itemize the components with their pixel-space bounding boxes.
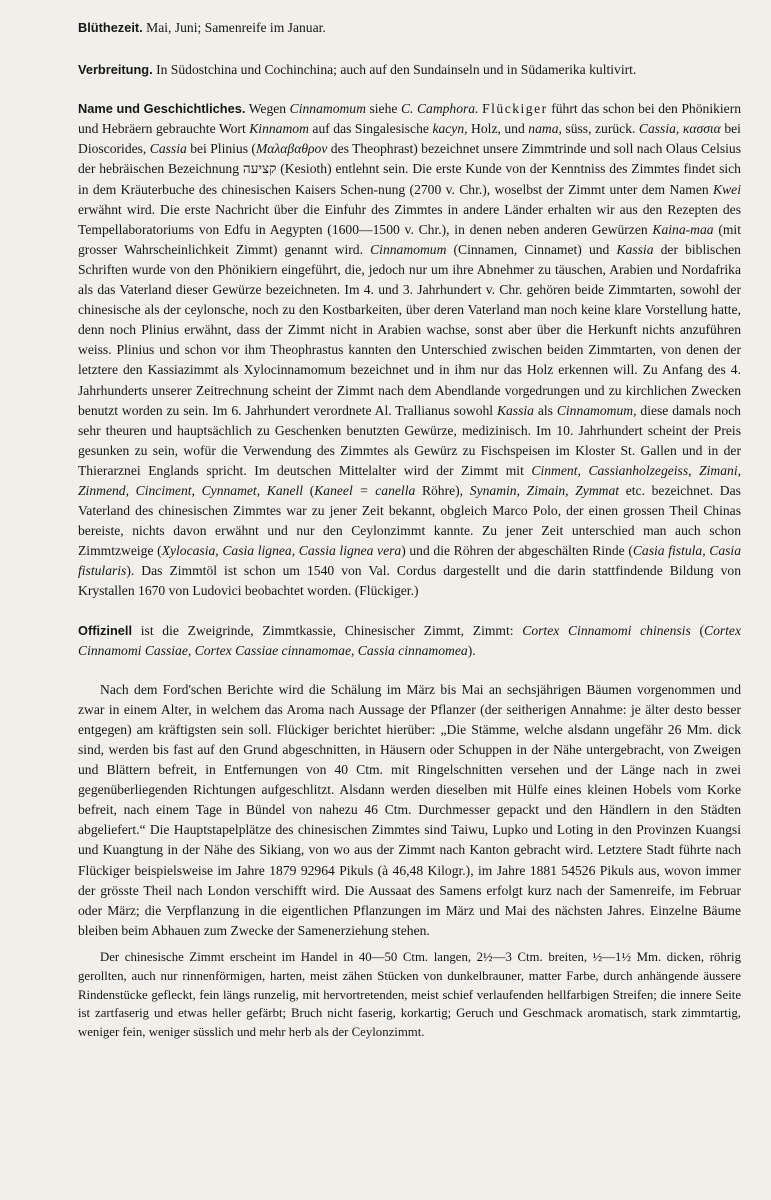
italic-term: Cassia [149, 141, 187, 157]
italic-term: Kwei [713, 181, 741, 197]
greek-term: Μαλαβαθρον [255, 141, 328, 157]
italic-term: Kinnamom [249, 121, 309, 137]
italic-term: Kaina-maa [652, 221, 714, 237]
author-name: Flückiger [482, 101, 548, 117]
text-run: ist die Zweigrinde, Zimmtkassie, Chinesischer Zimmt, Zimmt: [140, 622, 514, 638]
text-run: ( [309, 482, 315, 498]
bluethezeit-heading: Blüthezeit. [78, 20, 143, 35]
text-run: des Theophrast) bezeichnet unsere Zimmtrinde und soll nach Olaus Celsius der hebräischen Bezeichnung [78, 141, 741, 177]
text-run: Wegen [248, 101, 287, 117]
text-run: (Kesioth) entlehnt sein. Die erste Kunde von der Kenntniss des Zimmtes findet sich in dem Kräuterbuche des chinesischen Kaisers Schen-nung (2700 v. Chr.), woselbst der Zimmt unter dem Namen [78, 161, 741, 197]
italic-term: Xylocasia, Casia lignea, Cassia lignea vera [161, 543, 402, 559]
text-run: ). [467, 642, 476, 658]
text-run: als [537, 402, 553, 418]
text-run: (Cinnamen, Cinnamet) und [453, 241, 610, 257]
bluethezeit-paragraph [78, 18, 741, 38]
text-run: ). Das Zimmtöl ist schon um 1540 von Val. Cordus dargestellt und die darin stattfindende Bildung von Krystallen 1670 von Ludovici beobachtet worden. (Flückiger.) [78, 563, 741, 599]
text-run: diese damals noch sehr theuren und hauptsächlich zu Geschenken benutzten Gewürze, medizinisch. Im 10. Jahrhundert scheint der Preis gesunken zu sein, wofür die Verwendung des Zimmtes als Gewürz zu Fischspeisen im Kloster St. Gallen und in der Thierarznei Englands spricht. Im deutschen Mittelalter wird der Zimmt mit [78, 402, 741, 478]
text-run: Holz, und [471, 121, 525, 137]
italic-term: Cinnamomum [289, 101, 366, 117]
name-geschichte-heading: Name und Geschichtliches. [78, 101, 246, 117]
italic-term: Kassia [496, 402, 534, 418]
text-run: erwähnt wird. Die erste Nachricht über die Einfuhr des Zimmtes in andere Länder erhalten wir aus den Rezepten des Tempellaboratoriums von Edfu in Aegypten (1600—1500 v. Chr.), in denen neben anderen Gewürzen [78, 201, 741, 237]
text-run: (mit grosser Wahrscheinlichkeit Zimmt) genannt wird. [78, 221, 741, 257]
text-run: auf das Singalesische [312, 121, 429, 137]
offizinell-heading: Offizinell [78, 622, 133, 638]
italic-term: Cinnamomum, [556, 402, 637, 418]
italic-term: Synamin, Zimain, Zymmat [469, 482, 620, 498]
text-run: bei Plinius ( [190, 141, 256, 157]
verbreitung-text: In Südostchina und Cochinchina; auch auf den Sundainseln und in Südamerika kultivirt. [156, 62, 637, 78]
ford-paragraph: Nach dem Ford'schen Berichte wird die Schälung im März bis Mai an sechsjährigen Bäumen vorgenommen und zwar in einem Alter, in welchem das Aroma nach Aussage der Pflanzer (der seitherigen Annahme: je älter desto besser entgegen) am kräftigsten sein soll. Flückiger berichtet hierüber: „Die Stämme, welche alsdann ungefähr 26 Mm. dick sind, werden bis fast auf den Grund abgeschnitten, in Häusern oder Schuppen in der Nähe untergebracht, von Zweigen und Blättern befreit, in Entfernungen von 40 Ctm. mit Ringelschnitten versehen und der Länge nach in zwei gegenüberliegenden Richtungen aufgeschlitzt. Alsdann werden dieselben mit Hülfe eines kleinen Hobels vom Korke befreit, nach einem Tage in Bündel von nahezu 46 Ctm. Durchmesser gepackt und den Händlern in den Städten abgeliefert.“ Die Hauptstapelplätze des chinesischen Zimmtes sind Taiwu, Lupko und Loting in den Provinzen Kuangsi und Kuangtung in der Nähe des Sikiang, von wo aus der Zimmt nach Kanton gebracht wird. Letztere Stadt führte nach Flückiger beispielsweise im Jahre 1879 92964 Pikuls (à 46,48 Kilogr.), im Jahre 1881 54526 Pikuls aus, wovon immer der grösste Theil nach London verschifft wird. Die Aussaat des Samens erfolgt kurz nach der Samenreife, im Februar oder März; die Verpflanzung in die eigentlichen Pflanzungen im März und Mai des nächsten Jahres. Einzelne Bäume bleiben beim Abhauen zum Zwecke der Samenerziehung stehen. [78, 681, 741, 938]
text-run: bei Dioscorides, [78, 121, 741, 157]
hebrew-term: קציעה [242, 161, 277, 177]
verbreitung-heading: Verbreitung. [78, 62, 153, 78]
italic-term: C. Camphora. [400, 101, 479, 117]
text-run: etc. bezeichnet. Das Vaterland des chinesischen Zimmtes war zu jener Zeit bekannt, obgleich Marco Polo, der einen grossen Theil Chinas bereiste, nichts davon erwähnt und nur den Ceylonzimmt kannte. Zu jener Zeit unterschied man auch schon Zimmtzweige ( [78, 482, 741, 559]
verbreitung-paragraph [78, 60, 741, 80]
italic-term: kacyn, [432, 121, 468, 137]
text-run: siehe [369, 101, 398, 117]
handel-paragraph: Der chinesische Zimmt erscheint im Handel in 40—50 Ctm. langen, 2½—3 Ctm. breiten, ½—1½ Mm. dicken, röhrig gerollten, auch nur rinnenförmigen, harten, meist zähen Stücken von dunkelbrauner, matter Farbe, durch anhängende äussere Rindenstücke gefleckt, fein längs runzelig, mit hervortretenden, meist schief verlaufenden hellfarbigen Streifen; die innere Seite ist zartfaserig und etwas heller gefärbt; Bruch nicht faserig, korkartig; Geruch und Geschmack aromatisch, stark zimmtartig, weniger fein, weniger süsslich und mehr herb als der Ceylonzimmt. [78, 949, 741, 1040]
italic-term: Kassia [616, 241, 654, 257]
italic-term: Kaneel = canella [314, 482, 416, 498]
text-run: ( [699, 622, 704, 638]
text-run: Röhre), [421, 482, 464, 498]
text-run: ) und die Röhren der abgeschälten Rinde ( [401, 543, 633, 559]
offizinell-paragraph [78, 621, 741, 661]
italic-term: Cortex Cinnamomi chinensis [522, 622, 691, 638]
bluethezeit-text: Mai, Juni; Samenreife im Januar. [146, 20, 326, 35]
name-geschichte-paragraph [78, 99, 741, 601]
text-run: der biblischen Schriften wurde von den Phönikiern eingeführt, die, jedoch nur um ihre Abnehmer zu täuschen, Arabien und Nordafrika als das Vaterland dieser Gewürze bezeichneten. Im 4. und 3. Jahrhundert v. Chr. gehören beide Zimmtarten, sowohl der chinesische als der ceylonsche, noch zu den Kostbarkeiten, über deren Vaterland man noch keine klare Vorstellung hatte, denn noch Plinius erwähnt, dass der Zimmt nicht in Arabien wachse, sonst aber über die Herkunft nichts anzuführen weiss. Plinius und schon vor ihm Theophrastus kannten den Unterschied zwischen beiden Zimmtarten, von denen der letztere den Kassiazimmt als Xylocinnamomum bezeichnet und in ihm nur das Holz erkennen will. Zu Anfang des 4. Jahrhunderts unserer Zeitrechnung scheint der Zimmt nach dem Abendlande vorgedrungen und zu kirchlichen Zwecken benutzt worden zu sein. Im 6. Jahrhundert verordnete Al. Trallianus sowohl [78, 241, 741, 418]
italic-term: Cortex Cinnamomi Cassiae, Cortex Cassiae cinnamomae, Cassia cinnamomea [78, 622, 741, 658]
text-run: führt das schon bei den Phönikiern und Hebräern gebrauchte Wort [78, 101, 742, 137]
italic-term: Casia fistula, Casia fistularis [78, 543, 742, 579]
italic-term: Cinment, Cassianholzegeiss, Zimani, Zinmend, Cinciment, Cynnamet, Kanell [78, 462, 742, 498]
italic-term: nama, [528, 121, 562, 137]
italic-term: Cassia, κασσια [638, 121, 721, 137]
italic-term: Cinnamomum [370, 241, 447, 257]
text-run: süss, zurück. [565, 121, 636, 137]
